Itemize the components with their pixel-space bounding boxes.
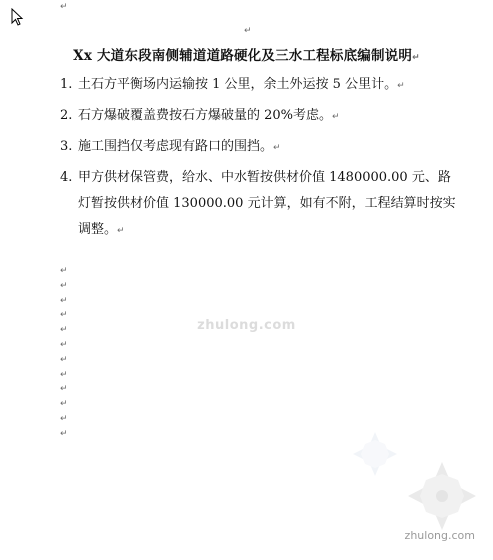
item-number: 1. — [60, 77, 73, 92]
paragraph-mark: ↵ — [412, 53, 420, 63]
paragraph-mark: ↵ — [60, 354, 68, 365]
item-number: 3. — [60, 139, 73, 154]
paragraph-mark: ↵ — [60, 2, 68, 12]
list-item — [60, 72, 460, 99]
paragraph-mark: ↵ — [60, 413, 68, 424]
item-number: 2. — [60, 108, 73, 123]
watermark-text: zhulong.com — [197, 318, 296, 333]
paragraph-mark: ↵ — [60, 280, 68, 291]
paragraph-mark: ↵ — [332, 112, 340, 122]
paragraph-mark: ↵ — [117, 226, 125, 236]
paragraph-mark: ↵ — [60, 339, 68, 350]
cursor-arrow-icon — [10, 8, 24, 26]
item-text: 土石方平衡场内运输按 1 公里，余土外运按 5 公里计。 — [78, 77, 398, 92]
item-text: 石方爆破覆盖费按石方爆破量的 20%考虑。 — [78, 108, 333, 123]
item-text: 施工围挡仅考虑现有路口的围挡。 — [78, 139, 274, 154]
paragraph-mark: ↵ — [397, 81, 405, 91]
paragraph-mark: ↵ — [60, 399, 68, 410]
document-title — [0, 44, 493, 64]
paragraph-mark: ↵ — [60, 369, 68, 380]
item-number: 4. — [60, 170, 73, 185]
watermark-corner-text: zhulong.com — [404, 529, 475, 542]
item-text: 甲方供材保管费，给水、中水暂按供材价值 1480000.00 元、路灯暂按供材价值 130000.00 元计算，如有不附，工程结算时按实调整。 — [78, 170, 456, 237]
list-item — [60, 103, 460, 130]
list-item — [60, 165, 460, 244]
paragraph-mark: ↵ — [60, 428, 68, 439]
paragraph-mark: ↵ — [60, 295, 68, 306]
paragraph-mark: ↵ — [244, 26, 252, 36]
empty-paragraphs — [60, 264, 68, 442]
list-item — [60, 134, 460, 161]
paragraph-mark: ↵ — [273, 143, 281, 153]
paragraph-mark: ↵ — [60, 325, 68, 336]
paragraph-mark: ↵ — [60, 384, 68, 395]
paragraph-mark: ↵ — [60, 310, 68, 321]
paragraph-mark: ↵ — [60, 266, 68, 276]
title-text: Xx 大道东段南侧辅道道路硬化及三水工程标底编制说明 — [73, 48, 413, 64]
note-list — [60, 72, 460, 244]
